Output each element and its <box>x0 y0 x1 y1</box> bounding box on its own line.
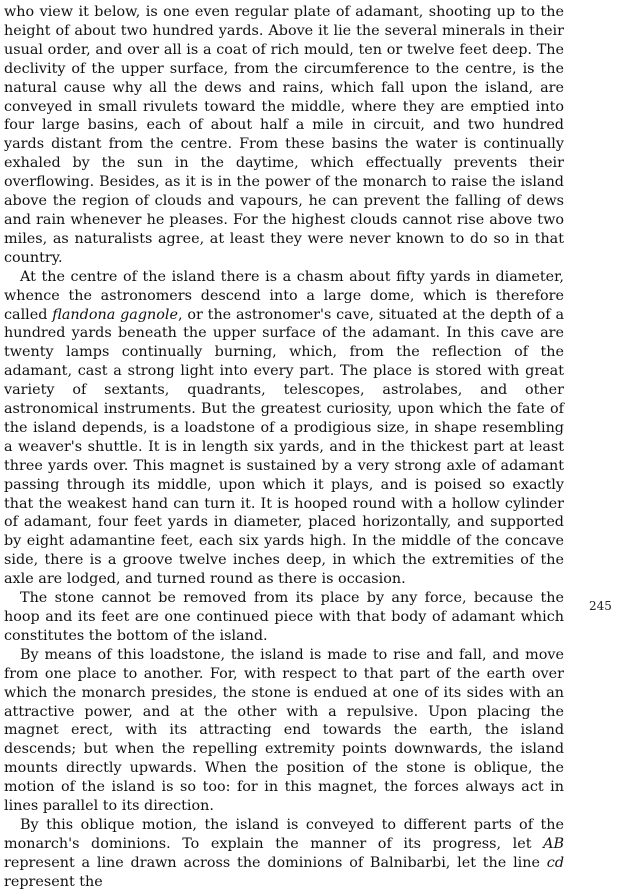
paragraph-5-italic-ab: AB <box>543 835 564 852</box>
paragraph-5-text-c: represent the <box>4 873 103 890</box>
paragraph-4-text: By means of this loadstone, the island is made to rise and fall, and move from one place to another. For, with respect to that part of the earth over which the monarch presides, the stone is endued at one of its sides with an attractive power, and at the other with a repulsive. Upon placing the magnet erect, with its attracting end towards the earth, the island descends; but when the repelling extremity points downwards, the island mounts directly upwards. When the position of the stone is oblique, the motion of the island is so too: for in this magnet, the forces always act in lines parallel to its direction. <box>4 646 564 815</box>
paragraph-4 <box>4 646 564 816</box>
page-number: 245 <box>589 599 612 613</box>
paragraph-1 <box>4 3 564 268</box>
paragraph-5-italic-cd: cd <box>546 854 564 871</box>
paragraph-2-text-b: , or the astronomer's cave, situated at the depth of a hundred yards beneath the upper surface of the adamant. In this cave are twenty lamps continually burning, which, from the reflection of the adamant, cast a strong light into every part. The place is stored with great variety of sextants, quadrants, telescopes, astrolabes, and other astronomical instruments. But the greatest curiosity, upon which the fate of the island depends, is a loadstone of a prodigious size, in shape resembling a weaver's shuttle. It is in length six yards, and in the thickest part at least three yards over. This magnet is sustained by a very strong axle of adamant passing through its middle, upon which it plays, and is poised so exactly that the weakest hand can turn it. It is hooped round with a hollow cylinder of adamant, four feet yards in diameter, placed horizontally, and supported by eight adamantine feet, each six yards high. In the middle of the concave side, there is a groove twelve inches deep, in which the extremities of the axle are lodged, and turned round as there is occasion. <box>4 306 565 588</box>
paragraph-3 <box>4 589 564 646</box>
paragraph-3-text: The stone cannot be removed from its place by any force, because the hoop and its feet are one continued piece with that body of adamant which constitutes the bottom of the island. <box>4 590 564 644</box>
paragraph-5-text-b: represent a line drawn across the dominions of Balnibarbi, let the line <box>4 854 547 871</box>
paragraph-2 <box>4 268 564 589</box>
paragraph-2-italic-term: flandona gagnole <box>52 306 178 323</box>
page-body <box>4 3 564 892</box>
paragraph-1-text: who view it below, is one even regular plate of adamant, shooting up to the height of about two hundred yards. Above it lie the several minerals in their usual order, and over all is a coat of rich mould, ten or twelve feet deep. The declivity of the upper surface, from the circumference to the centre, is the natural cause why all the dews and rains, which fall upon the island, are conveyed in small rivulets toward the middle, where they are emptied into four large basins, each of about half a mile in circuit, and two hundred yards distant from the centre. From these basins the water is continually exhaled by the sun in the daytime, which effectually prevents their overflowing. Besides, as it is in the power of the monarch to raise the island above the region of clouds and vapours, he can prevent the falling of dews and rain whenever he pleases. For the highest clouds cannot rise above two miles, as naturalists agree, at least they were never known to do so in that country. <box>4 4 564 266</box>
paragraph-5-text-a: By this oblique motion, the island is conveyed to different parts of the monarch's dominions. To explain the manner of its progress, let <box>4 816 564 852</box>
paragraph-5 <box>4 816 564 892</box>
paragraph-2-text-a: At the centre of the island there is a chasm about fifty yards in diameter, whence the astronomers descend into a large dome, which is therefore called <box>4 268 564 323</box>
